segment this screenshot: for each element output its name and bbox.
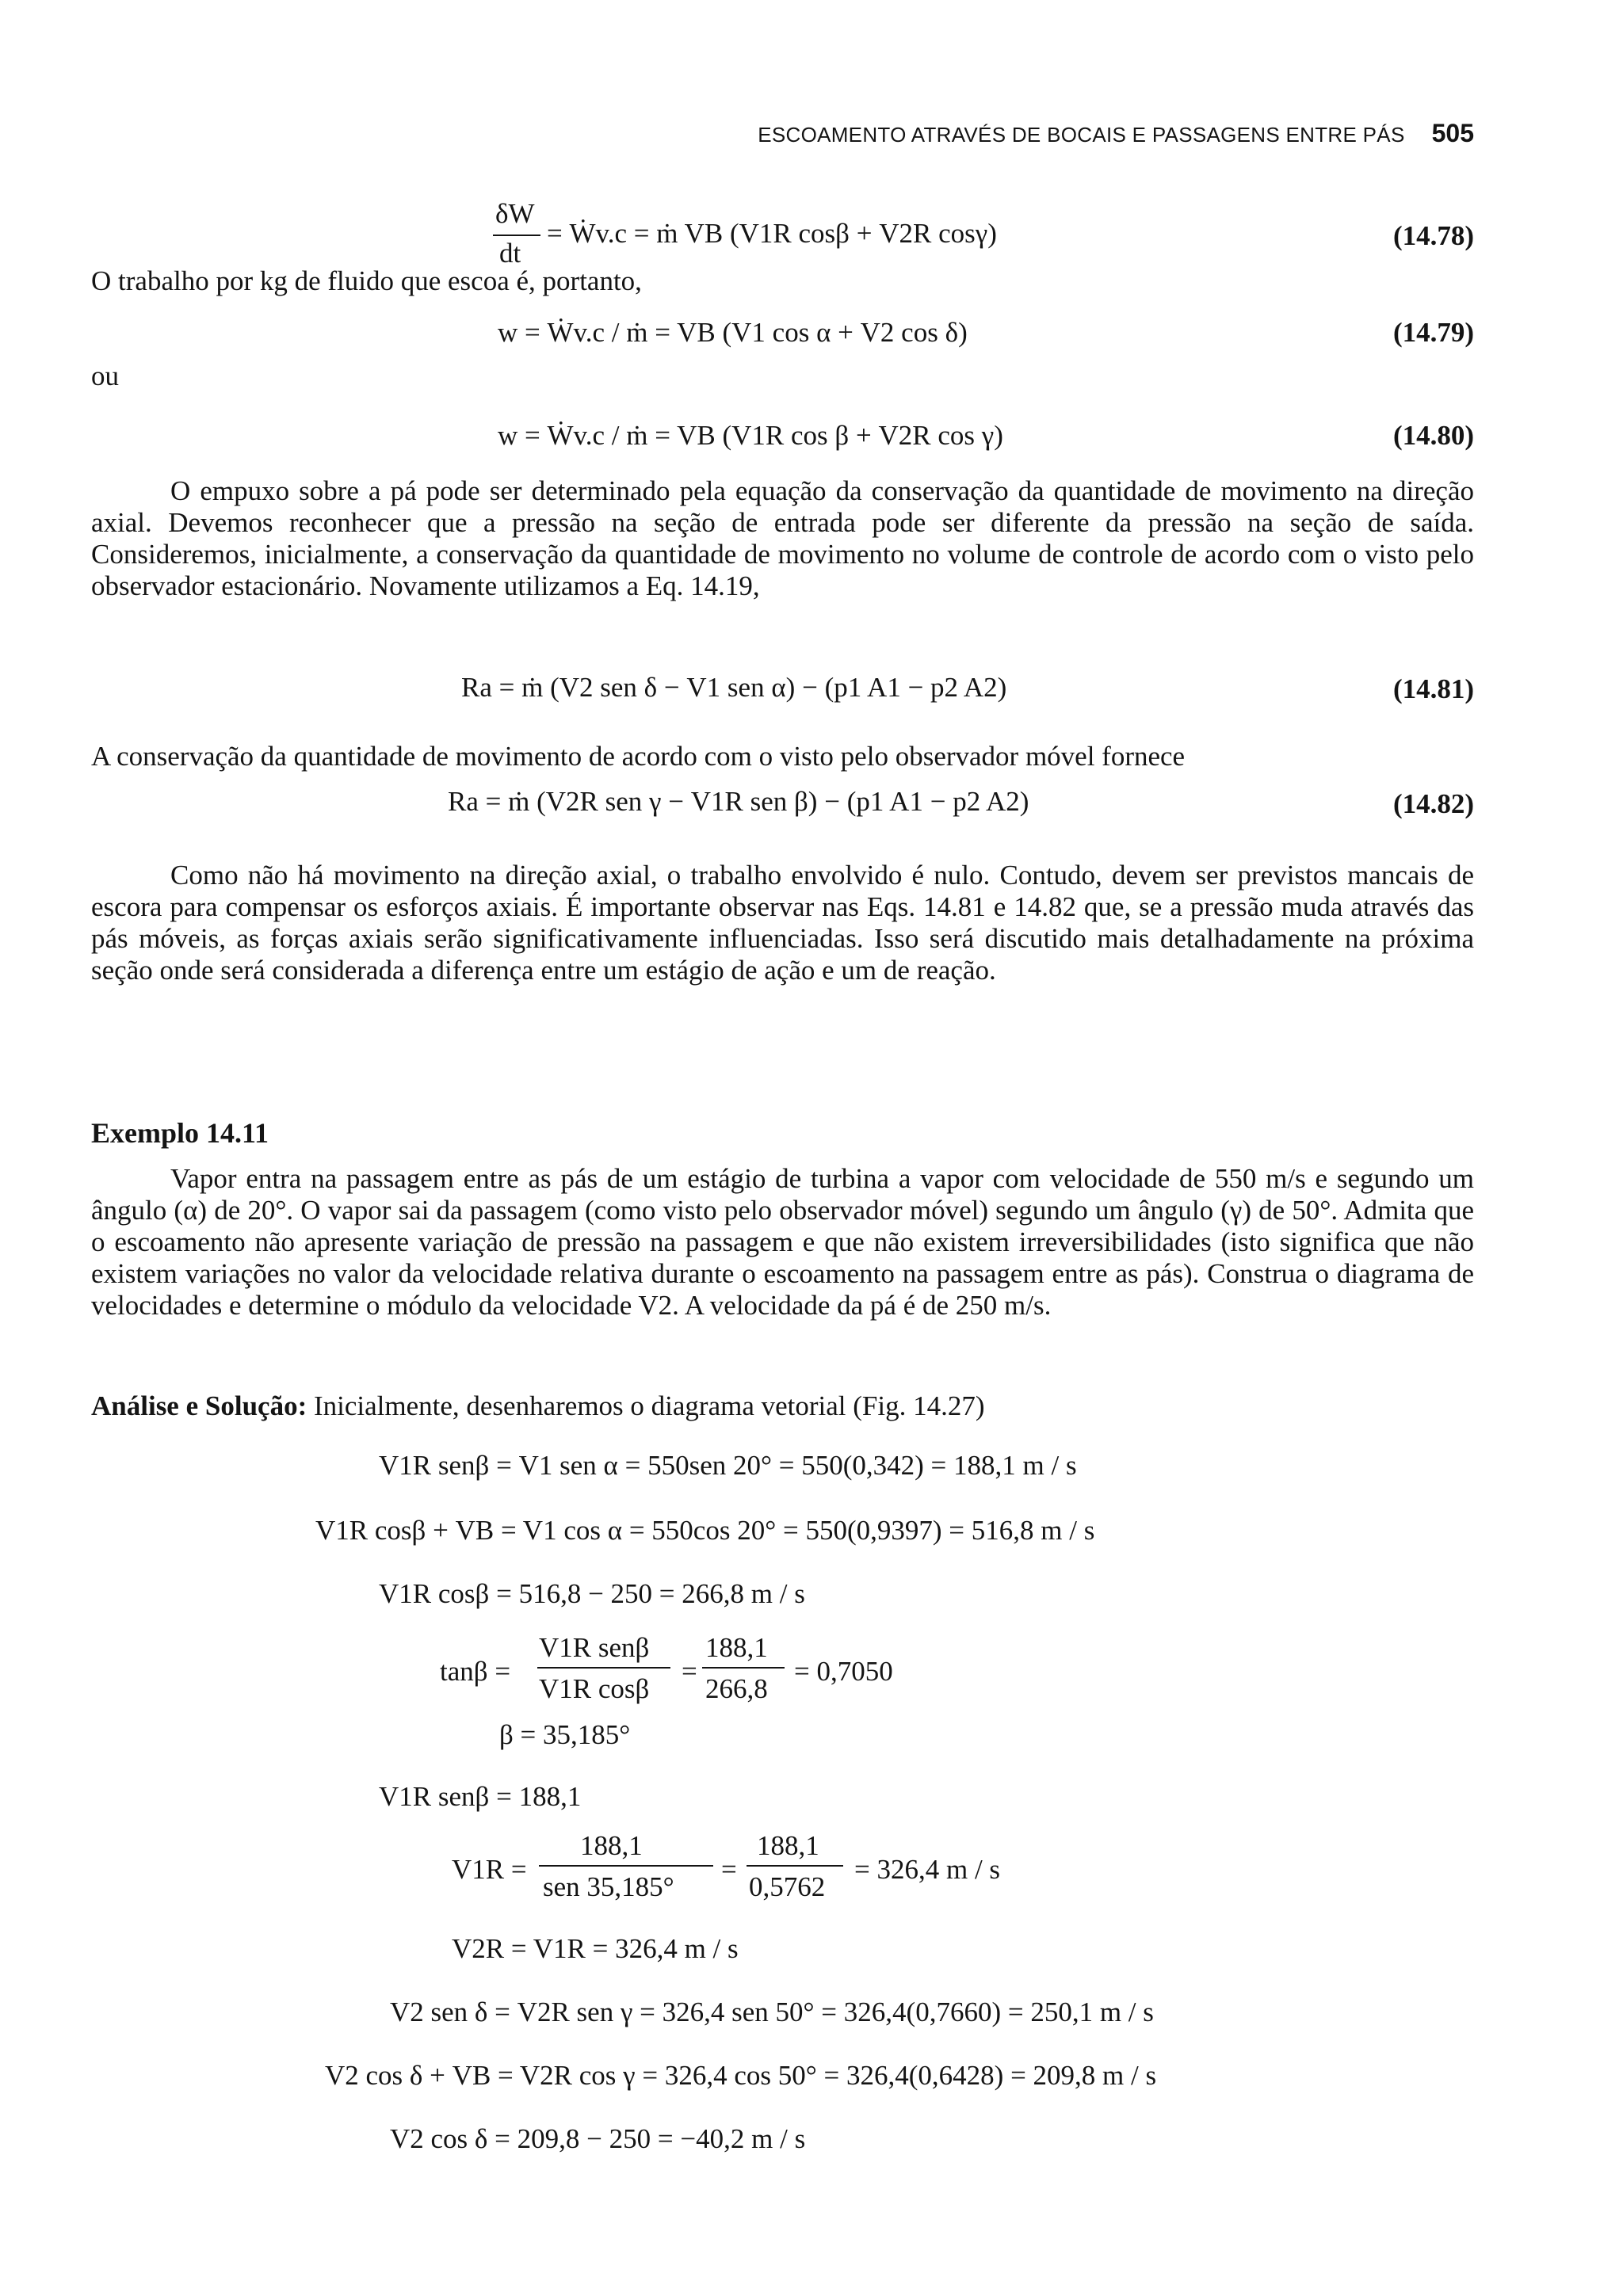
equation-14-82: Ra = ṁ (V2R sen γ − V1R sen β) − (p1 A1 − p2 A2) xyxy=(448,786,1029,817)
example-heading: Exemplo 14.11 xyxy=(91,1117,269,1149)
equation-number-14-82: (14.82) xyxy=(1392,788,1474,819)
solution-step-7-den1: sen 35,185° xyxy=(543,1871,674,1902)
solution-step-4-den2: 266,8 xyxy=(705,1673,768,1704)
equation-14-81: Ra = ṁ (V2 sen δ − V1 sen α) − (p1 A1 − p2 A2) xyxy=(461,672,1007,703)
solution-step-7-num2: 188,1 xyxy=(757,1830,819,1861)
fraction-line xyxy=(493,235,540,236)
solution-step-4-rhs: = 0,7050 xyxy=(794,1656,893,1687)
equation-14-78-denominator: dt xyxy=(499,238,521,269)
solution-step-9: V2 sen δ = V2R sen γ = 326,4 sen 50° = 326,4(0,7660) = 250,1 m / s xyxy=(390,1997,1154,2027)
equation-14-78: = Ẇv.c = ṁ VB (V1R cosβ + V2R cosγ) xyxy=(547,218,997,249)
solution-step-4-num1: V1R senβ xyxy=(539,1632,650,1663)
equation-number-14-78: (14.78) xyxy=(1392,220,1474,251)
analysis-line xyxy=(91,1390,985,1422)
solution-step-8: V2R = V1R = 326,4 m / s xyxy=(452,1933,739,1964)
equation-14-79: w = Ẇv.c / ṁ = VB (V1 cos α + V2 cos δ) xyxy=(498,317,968,348)
fraction-line xyxy=(539,1865,713,1867)
solution-step-7-lhs: V1R = xyxy=(452,1854,527,1885)
solution-step-7-den2: 0,5762 xyxy=(749,1871,826,1902)
solution-step-4-den1: V1R cosβ xyxy=(539,1673,650,1704)
fraction-line xyxy=(702,1667,785,1669)
solution-step-1: V1R senβ = V1 sen α = 550sen 20° = 550(0,342) = 188,1 m / s xyxy=(379,1450,1077,1481)
solution-step-10: V2 cos δ + VB = V2R cos γ = 326,4 cos 50° = 326,4(0,6428) = 209,8 m / s xyxy=(325,2060,1157,2091)
no-motion-paragraph: Como não há movimento na direção axial, o trabalho envolvido é nulo. Contudo, devem ser previstos mancais de escora para compensar os esforços axiais. É importante observar nas Eqs. 14.81 e 14.82 que, se a pressão muda através das pás móveis, as forças axiais serão significativamente influenciadas. Isso será discutido mais detalhadamente na próxima seção onde será considerada a diferença entre um estágio de ação e um de reação. xyxy=(91,860,1474,986)
solution-step-7-num1: 188,1 xyxy=(580,1830,643,1861)
solution-step-5: β = 35,185° xyxy=(499,1719,631,1750)
equation-number-14-79: (14.79) xyxy=(1392,317,1474,348)
equation-number-14-80: (14.80) xyxy=(1392,420,1474,451)
work-intro-text: O trabalho por kg de fluido que escoa é, portanto, xyxy=(91,265,642,296)
equation-number-14-81: (14.81) xyxy=(1392,673,1474,704)
example-paragraph: Vapor entra na passagem entre as pás de um estágio de turbina a vapor com velocidade de 550 m/s e segundo um ângulo (α) de 20°. O vapor sai da passagem (como visto pelo observador móvel) segundo um ângulo (γ) de 50°. Admita que o escoamento não apresente variação de pressão na passagem e que não existem irreversibilidades (isto significa que não existem variações no valor da velocidade relativa durante o escoamento na passagem entre as pás). Construa o diagrama de velocidades e determine o módulo da velocidade V2. A velocidade da pá é de 250 m/s. xyxy=(91,1163,1474,1321)
solution-step-6: V1R senβ = 188,1 xyxy=(379,1781,582,1812)
moving-observer-text: A conservação da quantidade de movimento de acordo com o visto pelo observador móvel fornece xyxy=(91,741,1186,772)
solution-step-7-rhs: = 326,4 m / s xyxy=(854,1854,1001,1885)
solution-step-2: V1R cosβ + VB = V1 cos α = 550cos 20° = 550(0,9397) = 516,8 m / s xyxy=(315,1515,1095,1546)
thrust-paragraph: O empuxo sobre a pá pode ser determinado pela equação da conservação da quantidade de movimento na direção axial. Devemos reconhecer que a pressão na seção de entrada pode ser diferente da pressão na seção de saída. Consideremos, inicialmente, a conservação da quantidade de movimento no volume de controle de acordo com o visto pelo observador estacionário. Novamente utilizamos a Eq. 14.19, xyxy=(91,475,1474,601)
solution-step-11: V2 cos δ = 209,8 − 250 = −40,2 m / s xyxy=(390,2123,806,2154)
page-header xyxy=(630,119,1474,158)
running-title: ESCOAMENTO ATRAVÉS DE BOCAIS E PASSAGENS ENTRE PÁS xyxy=(758,123,1405,147)
equals-sign: = xyxy=(682,1656,697,1687)
analysis-text: Inicialmente, desenharemos o diagrama vetorial (Fig. 14.27) xyxy=(313,1390,985,1421)
page-number: 505 xyxy=(1431,119,1474,147)
equation-14-80: w = Ẇv.c / ṁ = VB (V1R cos β + V2R cos γ) xyxy=(498,420,1003,451)
analysis-label: Análise e Solução: xyxy=(91,1390,307,1421)
solution-step-4-lhs: tanβ = xyxy=(440,1656,511,1687)
fraction-line xyxy=(747,1865,843,1867)
equals-sign: = xyxy=(721,1854,737,1885)
solution-step-4-num2: 188,1 xyxy=(705,1632,768,1663)
equation-14-78-numerator: δW xyxy=(495,198,535,229)
fraction-line xyxy=(537,1667,670,1669)
solution-step-3: V1R cosβ = 516,8 − 250 = 266,8 m / s xyxy=(379,1578,805,1609)
ou-text: ou xyxy=(91,360,119,391)
